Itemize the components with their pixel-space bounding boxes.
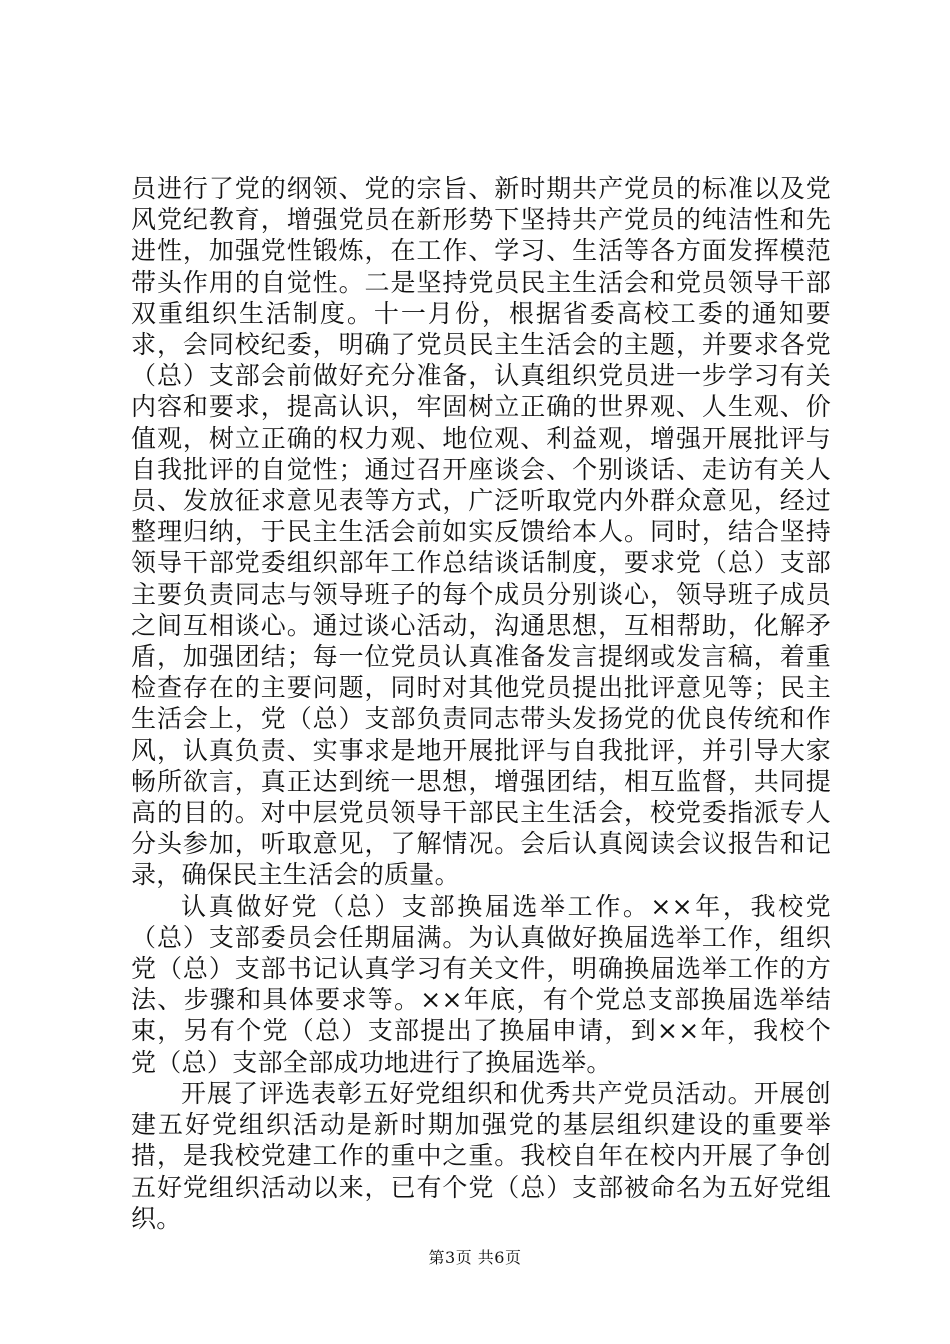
page-number-footer: 第3页 共6页 [428, 1248, 522, 1267]
paragraph-party-life-meetings: 员进行了党的纲领、党的宗旨、新时期共产党员的标准以及党风党纪教育，增强党员在新形势下坚持共产党员的纯洁性和先进性，加强党性锻炼，在工作、学习、生活等各方面发挥模范带头作用的自觉性。二是坚持党员民主生活会和党员领导干部双重组织生活制度。十一月份，根据省委高校工委的通知要求，会同校纪委，明确了党员民主生活会的主题，并要求各党（总）支部会前做好充分准备，认真组织党员进一步学习有关内容和要求，提高认识，牢固树立正确的世界观、人生观、价值观，树立正确的权力观、地位观、利益观，增强开展批评与自我批评的自觉性；通过召开座谈会、个别谈话、走访有关人员、发放征求意见表等方式，广泛听取党内外群众意见，经过整理归纳，于民主生活会前如实反馈给本人。同时，结合坚持领导干部党委组织部年工作总结谈话制度，要求党（总）支部主要负责同志与领导班子的每个成员分别谈心，领导班子成员之间互相谈心。通过谈心活动，沟通思想，互相帮助，化解矛盾，加强团结；每一位党员认真准备发言提纲或发言稿，着重检查存在的主要问题，同时对其他党员提出批评意见等；民主生活会上，党（总）支部负责同志带头发扬党的优良传统和作风，认真负责、实事求是地开展批评与自我批评，并引导大家畅所欲言，真正达到统一思想，增强团结，相互监督，共同提高的目的。对中层党员领导干部民主生活会，校党委指派专人分头参加，听取意见，了解情况。会后认真阅读会议报告和记录，确保民主生活会的质量。 [131, 174, 831, 890]
paragraph-branch-election: 认真做好党（总）支部换届选举工作。××年，我校党（总）支部委员会任期届满。为认真做好换届选举工作，组织党（总）支部书记认真学习有关文件，明确换届选举工作的方法、步骤和具体要求等。××年底，有个党总支部换届选举结束，另有个党（总）支部提出了换届申请，到××年，我校个党（总）支部全部成功地进行了换届选举。 [131, 891, 831, 1077]
document-body [131, 173, 831, 1234]
paragraph-five-good-organizations: 开展了评选表彰五好党组织和优秀共产党员活动。开展创建五好党组织活动是新时期加强党的基层组织建设的重要举措，是我校党建工作的重中之重。我校自年在校内开展了争创五好党组织活动以来，已有个党（总）支部被命名为五好党组织。 [131, 1078, 831, 1233]
